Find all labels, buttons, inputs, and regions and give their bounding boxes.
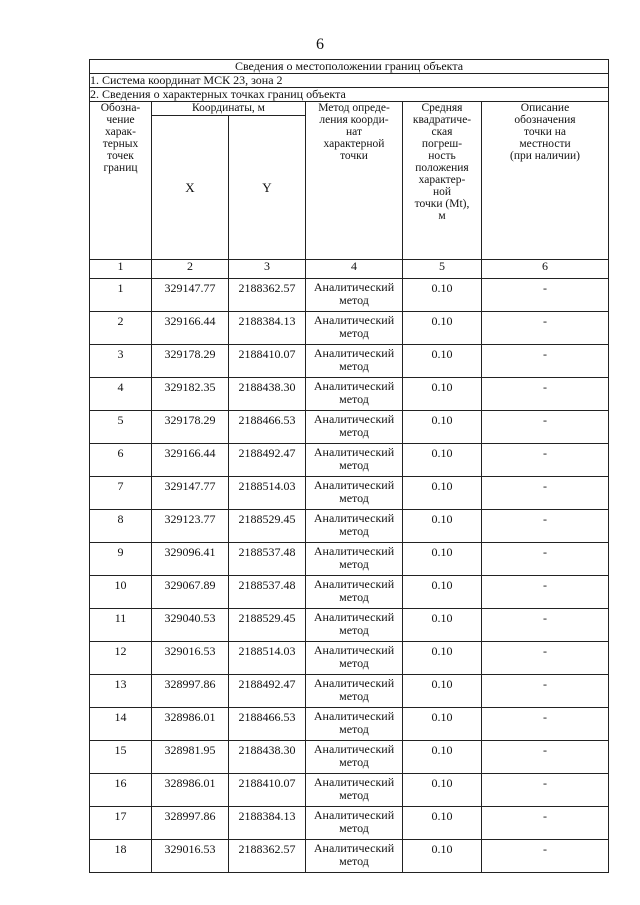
- description-cell: -: [482, 510, 609, 543]
- x-coordinate-cell: 329016.53: [152, 642, 229, 675]
- method-cell: Аналитический метод: [306, 642, 403, 675]
- header-x: X: [152, 116, 229, 260]
- point-number-cell: 4: [90, 378, 152, 411]
- header-point-designation: Обозна- чение харак- терных точек границ: [90, 102, 152, 260]
- header-coordinates: Координаты, м: [152, 102, 306, 116]
- y-coordinate-cell: 2188438.30: [229, 378, 306, 411]
- description-cell: -: [482, 345, 609, 378]
- table-row: [90, 279, 609, 312]
- description-cell: -: [482, 576, 609, 609]
- column-number: 2: [152, 260, 229, 279]
- table-row: [90, 708, 609, 741]
- description-cell: -: [482, 444, 609, 477]
- y-coordinate-cell: 2188492.47: [229, 444, 306, 477]
- mean-error-cell: 0.10: [403, 378, 482, 411]
- table-row: [90, 609, 609, 642]
- point-number-cell: 18: [90, 840, 152, 873]
- point-number-cell: 13: [90, 675, 152, 708]
- table-row: [90, 378, 609, 411]
- mean-error-cell: 0.10: [403, 741, 482, 774]
- header-mean-error: Средняя квадратиче- ская погреш- ность положения характер- ной точки (Mt), м: [403, 102, 482, 260]
- method-cell: Аналитический метод: [306, 708, 403, 741]
- method-cell: Аналитический метод: [306, 477, 403, 510]
- y-coordinate-cell: 2188410.07: [229, 345, 306, 378]
- y-coordinate-cell: 2188514.03: [229, 642, 306, 675]
- point-number-cell: 6: [90, 444, 152, 477]
- x-coordinate-cell: 329040.53: [152, 609, 229, 642]
- mean-error-cell: 0.10: [403, 774, 482, 807]
- y-coordinate-cell: 2188466.53: [229, 411, 306, 444]
- points-section-heading: 2. Сведения о характерных точках границ объекта: [90, 88, 609, 102]
- x-coordinate-cell: 329166.44: [152, 312, 229, 345]
- mean-error-cell: 0.10: [403, 279, 482, 312]
- method-cell: Аналитический метод: [306, 675, 403, 708]
- method-cell: Аналитический метод: [306, 378, 403, 411]
- mean-error-cell: 0.10: [403, 411, 482, 444]
- mean-error-cell: 0.10: [403, 477, 482, 510]
- table-row: [90, 576, 609, 609]
- point-number-cell: 11: [90, 609, 152, 642]
- column-number: 3: [229, 260, 306, 279]
- x-coordinate-cell: 329166.44: [152, 444, 229, 477]
- point-number-cell: 8: [90, 510, 152, 543]
- table-row: [90, 312, 609, 345]
- x-coordinate-cell: 328997.86: [152, 807, 229, 840]
- mean-error-cell: 0.10: [403, 510, 482, 543]
- table-row: [90, 510, 609, 543]
- x-coordinate-cell: 329178.29: [152, 411, 229, 444]
- description-cell: -: [482, 279, 609, 312]
- description-cell: -: [482, 378, 609, 411]
- mean-error-cell: 0.10: [403, 576, 482, 609]
- method-cell: Аналитический метод: [306, 345, 403, 378]
- point-number-cell: 14: [90, 708, 152, 741]
- description-cell: -: [482, 609, 609, 642]
- y-coordinate-cell: 2188492.47: [229, 675, 306, 708]
- mean-error-cell: 0.10: [403, 345, 482, 378]
- description-cell: -: [482, 807, 609, 840]
- method-cell: Аналитический метод: [306, 840, 403, 873]
- description-cell: -: [482, 741, 609, 774]
- x-coordinate-cell: 329067.89: [152, 576, 229, 609]
- y-coordinate-cell: 2188362.57: [229, 279, 306, 312]
- description-cell: -: [482, 411, 609, 444]
- description-cell: -: [482, 675, 609, 708]
- point-number-cell: 9: [90, 543, 152, 576]
- description-cell: -: [482, 477, 609, 510]
- x-coordinate-cell: 328986.01: [152, 774, 229, 807]
- table-row: [90, 675, 609, 708]
- mean-error-cell: 0.10: [403, 807, 482, 840]
- method-cell: Аналитический метод: [306, 411, 403, 444]
- table-row: [90, 642, 609, 675]
- mean-error-cell: 0.10: [403, 312, 482, 345]
- column-number: 6: [482, 260, 609, 279]
- x-coordinate-cell: 328986.01: [152, 708, 229, 741]
- column-number: 4: [306, 260, 403, 279]
- point-number-cell: 5: [90, 411, 152, 444]
- point-number-cell: 3: [90, 345, 152, 378]
- method-cell: Аналитический метод: [306, 543, 403, 576]
- x-coordinate-cell: 329178.29: [152, 345, 229, 378]
- description-cell: -: [482, 774, 609, 807]
- table-row: [90, 477, 609, 510]
- method-cell: Аналитический метод: [306, 444, 403, 477]
- table-row: [90, 444, 609, 477]
- y-coordinate-cell: 2188466.53: [229, 708, 306, 741]
- description-cell: -: [482, 840, 609, 873]
- point-number-cell: 7: [90, 477, 152, 510]
- x-coordinate-cell: 328997.86: [152, 675, 229, 708]
- header-y: Y: [229, 116, 306, 260]
- coordinate-system-line: 1. Система координат МСК 23, зона 2: [90, 74, 609, 88]
- y-coordinate-cell: 2188410.07: [229, 774, 306, 807]
- point-number-cell: 1: [90, 279, 152, 312]
- point-number-cell: 2: [90, 312, 152, 345]
- table-row: [90, 411, 609, 444]
- description-cell: -: [482, 708, 609, 741]
- point-number-cell: 12: [90, 642, 152, 675]
- table-row: [90, 840, 609, 873]
- table-row: [90, 345, 609, 378]
- mean-error-cell: 0.10: [403, 840, 482, 873]
- x-coordinate-cell: 329096.41: [152, 543, 229, 576]
- y-coordinate-cell: 2188537.48: [229, 543, 306, 576]
- y-coordinate-cell: 2188438.30: [229, 741, 306, 774]
- point-number-cell: 15: [90, 741, 152, 774]
- page-number: 6: [316, 36, 324, 53]
- description-cell: -: [482, 312, 609, 345]
- mean-error-cell: 0.10: [403, 543, 482, 576]
- y-coordinate-cell: 2188384.13: [229, 312, 306, 345]
- y-coordinate-cell: 2188529.45: [229, 510, 306, 543]
- x-coordinate-cell: 328981.95: [152, 741, 229, 774]
- header-method: Метод опреде- ления коорди- нат характерной точки: [306, 102, 403, 260]
- column-number: 5: [403, 260, 482, 279]
- y-coordinate-cell: 2188529.45: [229, 609, 306, 642]
- method-cell: Аналитический метод: [306, 279, 403, 312]
- boundary-points-table: [89, 59, 609, 873]
- method-cell: Аналитический метод: [306, 741, 403, 774]
- description-cell: -: [482, 543, 609, 576]
- y-coordinate-cell: 2188362.57: [229, 840, 306, 873]
- mean-error-cell: 0.10: [403, 444, 482, 477]
- method-cell: Аналитический метод: [306, 774, 403, 807]
- description-cell: -: [482, 642, 609, 675]
- method-cell: Аналитический метод: [306, 609, 403, 642]
- point-number-cell: 17: [90, 807, 152, 840]
- y-coordinate-cell: 2188537.48: [229, 576, 306, 609]
- x-coordinate-cell: 329123.77: [152, 510, 229, 543]
- mean-error-cell: 0.10: [403, 708, 482, 741]
- x-coordinate-cell: 329147.77: [152, 279, 229, 312]
- point-number-cell: 10: [90, 576, 152, 609]
- table-row: [90, 741, 609, 774]
- method-cell: Аналитический метод: [306, 312, 403, 345]
- table-row: [90, 807, 609, 840]
- x-coordinate-cell: 329182.35: [152, 378, 229, 411]
- x-coordinate-cell: 329147.77: [152, 477, 229, 510]
- method-cell: Аналитический метод: [306, 807, 403, 840]
- table-title: Сведения о местоположении границ объекта: [90, 60, 609, 74]
- point-number-cell: 16: [90, 774, 152, 807]
- table-row: [90, 543, 609, 576]
- mean-error-cell: 0.10: [403, 642, 482, 675]
- header-description: Описание обозначения точки на местности (при наличии): [482, 102, 609, 260]
- mean-error-cell: 0.10: [403, 675, 482, 708]
- method-cell: Аналитический метод: [306, 510, 403, 543]
- y-coordinate-cell: 2188514.03: [229, 477, 306, 510]
- y-coordinate-cell: 2188384.13: [229, 807, 306, 840]
- method-cell: Аналитический метод: [306, 576, 403, 609]
- column-number: 1: [90, 260, 152, 279]
- x-coordinate-cell: 329016.53: [152, 840, 229, 873]
- table-row: [90, 774, 609, 807]
- mean-error-cell: 0.10: [403, 609, 482, 642]
